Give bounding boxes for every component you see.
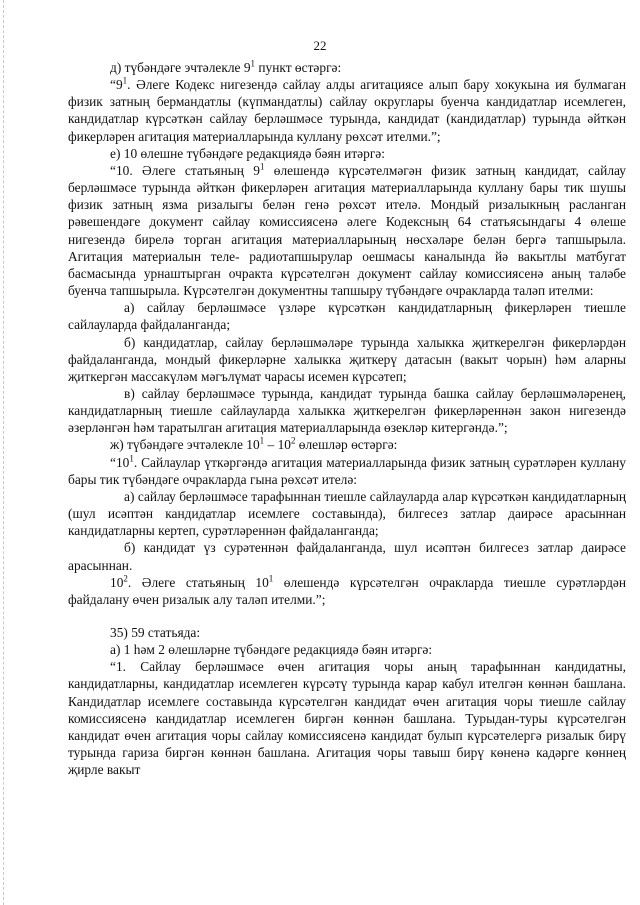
text-run: б) кандидат үз сурәтеннән файдаланганда, шул исәптән билгесез затлар даирәсе арасыннан. [68,540,626,573]
paragraph [68,624,626,641]
text-run: өлешендә күрсәтелгән очракларда тиешле сурәтләрдән файдалану өчен ризалык алу таләп ителми.”; [68,574,626,607]
document-body [68,59,626,778]
superscript: 1 [259,161,265,172]
superscript: 1 [129,453,134,464]
superscript: 1 [259,435,265,446]
text-run: “1. Сайлау берләшмәсе өчен агитация чоры аның тарафыннан кандидатны, кандидатларны, кандидатлар исемлеген күрсәтү турында карар кабул ителгән көннән башлана. Кандидатлар исемлеге составында күрсәтелгән кандидат өчен агитация чоры тиешле сайлау комиссиясенә кандидатлар исемлеген биргән көннән башлана. Турыдан-туры күрсәтелгән кандидат өчен агитация чоры сайлау комиссиясенә кандидат булып күрсәтелергә ризалык бирү турында гариза биргән көннән башлана. Агитация чоры тавыш бирү көненә кадәрге көннең җирле вакыт [68,659,626,778]
paragraph-gap [68,608,626,624]
paragraph [68,488,626,539]
text-run: – 10 [264,437,291,453]
paragraph [68,436,626,453]
paragraph [68,59,626,76]
superscript: 1 [250,58,256,69]
superscript: 1 [268,573,274,584]
paragraph [68,658,626,778]
paragraph [68,334,626,385]
paragraph [68,454,626,488]
text-run: ж) түбәндәге эчтәлекле 10 [110,437,260,453]
text-run: 35) 59 статьяда: [110,625,201,640]
text-run: “10. Әлеге статьяның 9 [110,162,260,178]
text-run: пункт өстәргә: [255,60,342,75]
text-run: д) түбәндәге эчтәлекле 9 [110,60,251,75]
text-run: 10 [110,574,124,590]
text-run: б) кандидатлар, сайлау берләшмәләре турында халыкка җиткерелгән фикерләрдән файдаланганда, мондый фикерләрне халыкка җиткерү датасын (вакыт чорын) һәм аларны җиткергән массакүләм мәгълүмат чарасы исемен күрсәтеп; [68,334,626,384]
superscript: 2 [290,435,296,446]
paragraph [68,162,626,299]
paragraph [68,574,626,608]
text-run: а) сайлау берләшмәсе тарафыннан тиешле сайлауларда алар күрсәткән кандидатларның (шул исәптән кандидатлар исемлеге составында), билгесез затлар даирәсе арасыннан кандидатларны кертеп, сурәтләреннән файдаланганда; [68,488,626,539]
text-run: . Әлеге Кодекс нигезендә сайлау алды агитациясе алып бару хокукына ия булмаган физик затның бермандатлы (күпмандатлы) сайлау округлары буенча кандидатлар исемлеген, кандидатлар күрсәткән сайлау берләшмәсе турында, кандидат (кандидатлар) турында әйткән фикерләрен агитация материалларында куллану рөхсәт ителми.”; [68,77,626,144]
text-run: . Сайлаулар үткәргәндә агитация материалларында физик затның сурәтләрен куллану бары тик түбәндәге очракларда гына рөхсәт ителә: [68,454,626,487]
paragraph [68,145,626,162]
text-run: а) 1 һәм 2 өлешләрне түбәндәге редакциядә бәян итәргә: [110,642,433,658]
paragraph [68,76,626,145]
paragraph [68,641,626,658]
text-run: в) сайлау берләшмәсе турында, кандидат турында башка сайлау берләшмәләренең, кандидатларның тиешле сайлауларда халыкка җиткерелгән фикерләреннән закон нигезендә әзерләнгән һәм таратылган агитация материалларында өзекләр китергәндә.”; [68,385,626,436]
text-run: “9 [110,77,123,93]
paragraph [68,539,626,573]
paragraph [68,385,626,436]
text-run: “10 [110,454,130,470]
superscript: 2 [123,573,128,584]
text-run: . Әлеге статьяның 10 [127,574,269,590]
paragraph [68,299,626,333]
superscript: 1 [122,75,128,86]
text-run: е) 10 өлешне түбәндәге редакциядә бәян итәргә: [110,145,385,161]
text-run: а) сайлау берләшмәсе үзләре күрсәткән кандидатларның фикерләрен тиешле сайлауларда файдаланганда; [68,300,626,333]
text-run: өлешендә күрсәтелмәгән физик затның кандидат, сайлау берләшмәсе турында әйткән фикерләрен агитация материалларында куллану бары тик шушы физик затның язма ризалыгы белән генә рөхсәт ителә. Мондый ризалыкның расланган рәвешендәге документ сайлау комиссиясенә әлеге Кодексның 64 статьясындагы 4 өлеше нигезендә бирелә торган агитация материалларының нөсхәләре белән бергә тапшырыла. Агитация материалын теле- радиотапшырулар оешмасы каналында йә вакытлы матбугат басмасында урнаштырган очракта күрсәтелгән документ сайлау комиссиясенә аның таләбе буенча тапшырыла. Күрсәтелгән документны тапшыру түбәндәге очракларда таләп ителми: [68,162,626,299]
text-run: өлешләр өстәргә: [295,437,398,453]
page-number: 22 [313,38,327,53]
